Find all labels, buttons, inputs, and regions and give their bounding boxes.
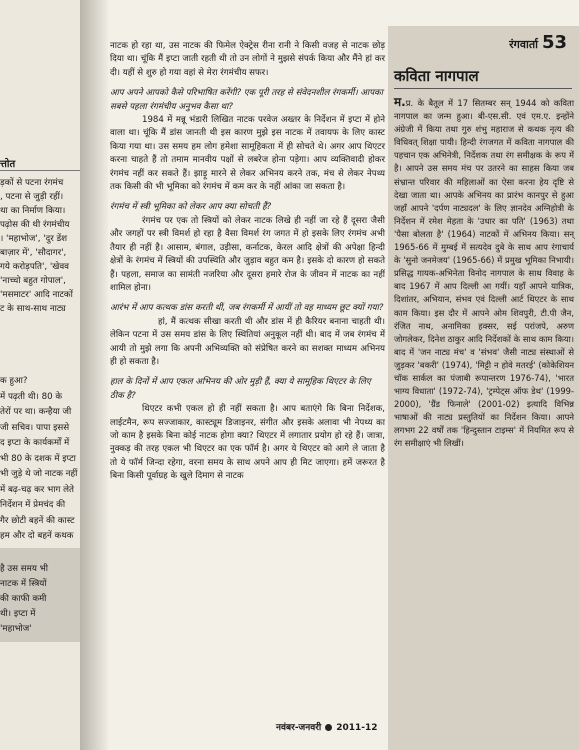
footer-year: 2011-12: [336, 723, 378, 733]
question-2: आप अपने आपको कैसे परिभाषित करेंगी? एक पूरी तरह से संवेदनशील रंगकर्मी। आपका सबसे पहला रंगमंचीय अनुभव कैसा था?: [110, 88, 383, 112]
paragraph-1: नाटक हो रहा था, उस नाटक की फिमेल ऐक्ट्रेस रीना रानी ने किसी वजह से नाटक छोड़ दिया था। चूंकि मैं इप्टा जाती रहती थी तो उन लोगों ने मुझसे संपर्क किया और मैंने हां कर दी। यहीं से शुरु हो गया वहां से मेरा रंगमंचीय सफर।: [110, 41, 385, 78]
profile-title-rule: [394, 88, 572, 89]
left-line: जी सचिव। पापा इससे: [0, 422, 70, 433]
left-line: द इप्टा के कार्यकर्मों में: [0, 438, 70, 448]
profile-bio: [394, 96, 574, 451]
previous-page-strip: [0, 0, 82, 750]
left-line: गैर छोटी बहनें की कास्ट: [0, 515, 75, 526]
left-line: पढ़ोस की थी रंगमंचीय: [0, 220, 70, 230]
section-name: रंगवार्ता: [509, 38, 538, 51]
left-line: है उस समय भी: [0, 564, 48, 574]
question-3: रंगमंच में स्त्री भूमिका को लेकर आप क्या सोचती हैं?: [110, 202, 272, 213]
left-line: 'नाच्चो बहुत गोपाल',: [0, 276, 66, 286]
left-line: ट के साथ-साथ नाट्य: [0, 304, 66, 314]
answer-5: थिएटर कभी एकल हो ही नहीं सकता है। आप बताएंगे कि बिना निर्देशक, लाईटमैन, रूप सज्जाकार, कास्ट्यूम डिजाइनर, संगीत और इसके अलावा भी नेपथ्य का जो काम है इसके बिना कोई नाटक होगा क्या? थिएटर में लगातार प्रयोग हो रहे हैं। जात्रा, नुक्कड़ की तरह एकल भी थिएटर का एक फॉर्म है। अगर ये थिएटर को आगे ले जाता है तो ये फॉर्म जिन्दा रहेगा, वरना समय के साथ अपने आप ही मिट जाएगा। हमें जरूरत है बिना किसी पूर्वाग्रह के खुले दिमाग से नाटक: [110, 404, 385, 482]
running-head: [509, 32, 567, 53]
left-line: में बढ़-चढ़ कर भाग लेते: [0, 484, 74, 495]
bio-initial: म.: [394, 95, 406, 109]
interview-column: [110, 40, 385, 484]
page-number: 53: [541, 32, 567, 53]
left-line: में पढ़ती थी। 80 के: [0, 391, 63, 402]
left-heading: त्तोत: [0, 159, 16, 170]
left-line: थी। इप्टा में: [0, 609, 36, 619]
left-line: था का निर्माण किया।: [0, 206, 66, 216]
left-line: , पटना से जुड़ी रहीं।: [0, 192, 64, 202]
footer-bullet-icon: [325, 724, 332, 731]
question-4: आरंभ में आप कत्थक डांस करती थीं, जब रंगकर्मी में आयीं तो वह माध्यम छूट क्यों गया?: [110, 303, 384, 314]
left-line: तेरों पर था। कन्हैया जी: [0, 407, 72, 417]
left-line: भी 80 के दशक में इप्टा: [0, 453, 76, 464]
footer-issue: नवंबर-जनवरी: [276, 723, 322, 733]
left-line: 'महाभोज': [0, 624, 32, 634]
profile-title: कविता नागपाल: [394, 67, 479, 85]
page-footer: [276, 720, 378, 733]
question-5: हाल के दिनों में आप एकल अभिनय की ओर मुड़ी हैं, क्या ये सामूहिक थिएटर के लिए ठीक है?: [110, 377, 371, 401]
answer-4: हां, मैं कत्थक सीखा करती थी और डांस में ही कैरियर बनाना चाहती थी। लेकिन पटना में उस समय डांस के लिए स्थितियां अनुकूल नहीं थी। बाद में जब रंगमंच में आयी तो मुझे लगा कि अपनी अभिव्यक्ति को संप्रेषित करने का सशक्त माध्यम अभिनय ही हो सकता है।: [110, 316, 385, 367]
bio-text: प्र. के बैतूल में 17 सितम्बर सन् 1944 को कविता नागपाल का जन्म हुआ। बी-एस.सी. एवं एम.ए. इन्होंने अंग्रेजी में किया तथा गुरु शंभु महाराज से कथक नृत्य की विधिवत् शिक्षा पायी। हिन्दी रंगजगत में कविता नागपाल की पहचान एक अभिनेत्री, निर्देशक तथा रंग समीक्षक के रूप में है। आपने उस समय मंच पर उतरने का साहस किया जब संभ्रान्त परिवार की महिलाओं का ऐसा करना हेय दृष्टि से देखा जाता था। आपके अभिनय का प्रारंभ कानपुर से हुआ जहाँ आपने 'दर्पण नाट्यदल' के लिए ज्ञानदेव अग्निहोत्री के निर्देशन में रमेश मेहता के 'उधार का पति' (1963) तथा 'पैसा बोलता है' (1964) नाटकों में अभिनय किया। सन् 1965-66 में मुम्बई में सत्यदेव दुबे के साथ आप रंगाचार्य के 'सुनो जनमेजय' (1965-66) में प्रमुख भूमिका निभायी। प्रसिद्ध गायक-अभिनेता विनोद नागपाल के साथ विवाह के बाद 1967 में आप दिल्ली आ गयीं। यहाँ आपने यात्रिक, दिशांतर, अभियान, संभव एवं दिल्ली आर्ट थिएटर के साथ काम किया। इस दौर में आपने ओम शिवपुरी, टी.पी जैन, रंजित नाथ, अनामिका हक्सर, सई परांजपे, अरुण जोगलेकर, दिनेश ठाकुर आदि निर्देशकों के साथ काम किया। बाद में 'जन नाट्य मंच' व 'संभव' जैसी नाट्य संस्थाओं से जुड़कर 'बकरी' (1974), 'मिट्टी न होवे मतरई' (कोकेशियन चॉक सार्कल का पंजाबी रूपान्तरण 1976-74), 'भारत भाग्य विधाता' (1972-74), 'ट्रम्पेट्स ऑफ डेथ' (1999-2000), 'ग्रैंड फिनाले' (2001-02) इत्यादि विभिन्न भाषाओं की नाट्य प्रस्तुतियों का निर्देशन किया। आपने लगभग 22 वर्षों तक 'हिन्दुस्तान टाइम्स' में नियमित रूप से रंग समीक्षाएं भी लिखीं।: [394, 98, 574, 449]
left-line: गये करोड़पति', 'खेवव: [0, 262, 70, 272]
left-line: हम और दो बहनें कथक: [0, 531, 74, 541]
left-line: की काफी कमी: [0, 594, 47, 604]
left-line: नाटक में स्त्रियों: [0, 579, 47, 589]
left-line: 'मसमाटर' आदि नाटकों: [0, 290, 73, 300]
left-line: बाज़ार में', 'सौदागर',: [0, 248, 67, 258]
book-gutter: [80, 0, 108, 750]
answer-3: रंगमंच पर एक तो स्त्रियों को लेकर नाटक लिखे ही नहीं जा रहे हैं दूसरा जैसी और जगहों पर स्त्री विमर्श हो रहा है वैसा विमर्श रंग जगत में हो इसके लिए रंगमंच अभी तैयार ही नहीं है। आसाम, बंगाल, उड़ीसा, कर्नाटक, केरल आदि क्षेत्रों की अपेक्षा हिन्दी क्षेत्रों के रंगमंच में स्त्रियों की उपस्थिति और जुड़ाव बहुत कम है। इसके दो कारण हो सकते हैं। पहला, समाज का सामंती नजरिया और दूसरा हमारे रोज के जीवन में नाटक का नहीं शामिल होना।: [110, 215, 385, 293]
profile-sidebar: [388, 26, 579, 750]
left-heading-rule: [0, 170, 80, 171]
left-line: भी जुड़े थे जो नाटक नहीं: [0, 469, 78, 479]
left-line: निर्देशन में प्रेमचंद की: [0, 500, 66, 510]
left-line: । 'महाभोज', 'दुर डेंश: [0, 234, 68, 244]
answer-2: 1984 में मन्नू भंडारी लिखित नाटक परवेज अख्तर के निर्देशन में इप्टा में होने वाला था। चूंकि मैं डांस जानती थी इस कारण मुझे इस नाटक में तवायफ के लिए कास्ट किया गया था। उस समय हम लोग हमेशा सामूहिकता में ही सोचते थे। अगर आप थिएटर करना चाहते हैं तो तमाम मानवीय पक्षों से लबरेज होना पड़ेगा। आप व्यक्तिवादी होकर रंगमंच नहीं कर सकते हैं। झाड़ू मारने से लेकर अभिनय करने तक, मंच से लेकर नेपथ्य तक किसी की भी भूमिका को रंगमंच में कम कर के नहीं आंका जा सकता है।: [110, 115, 385, 193]
left-line: क हुआ?: [0, 376, 28, 386]
left-line: ड़कों से पटना रंगमंच: [0, 178, 64, 188]
